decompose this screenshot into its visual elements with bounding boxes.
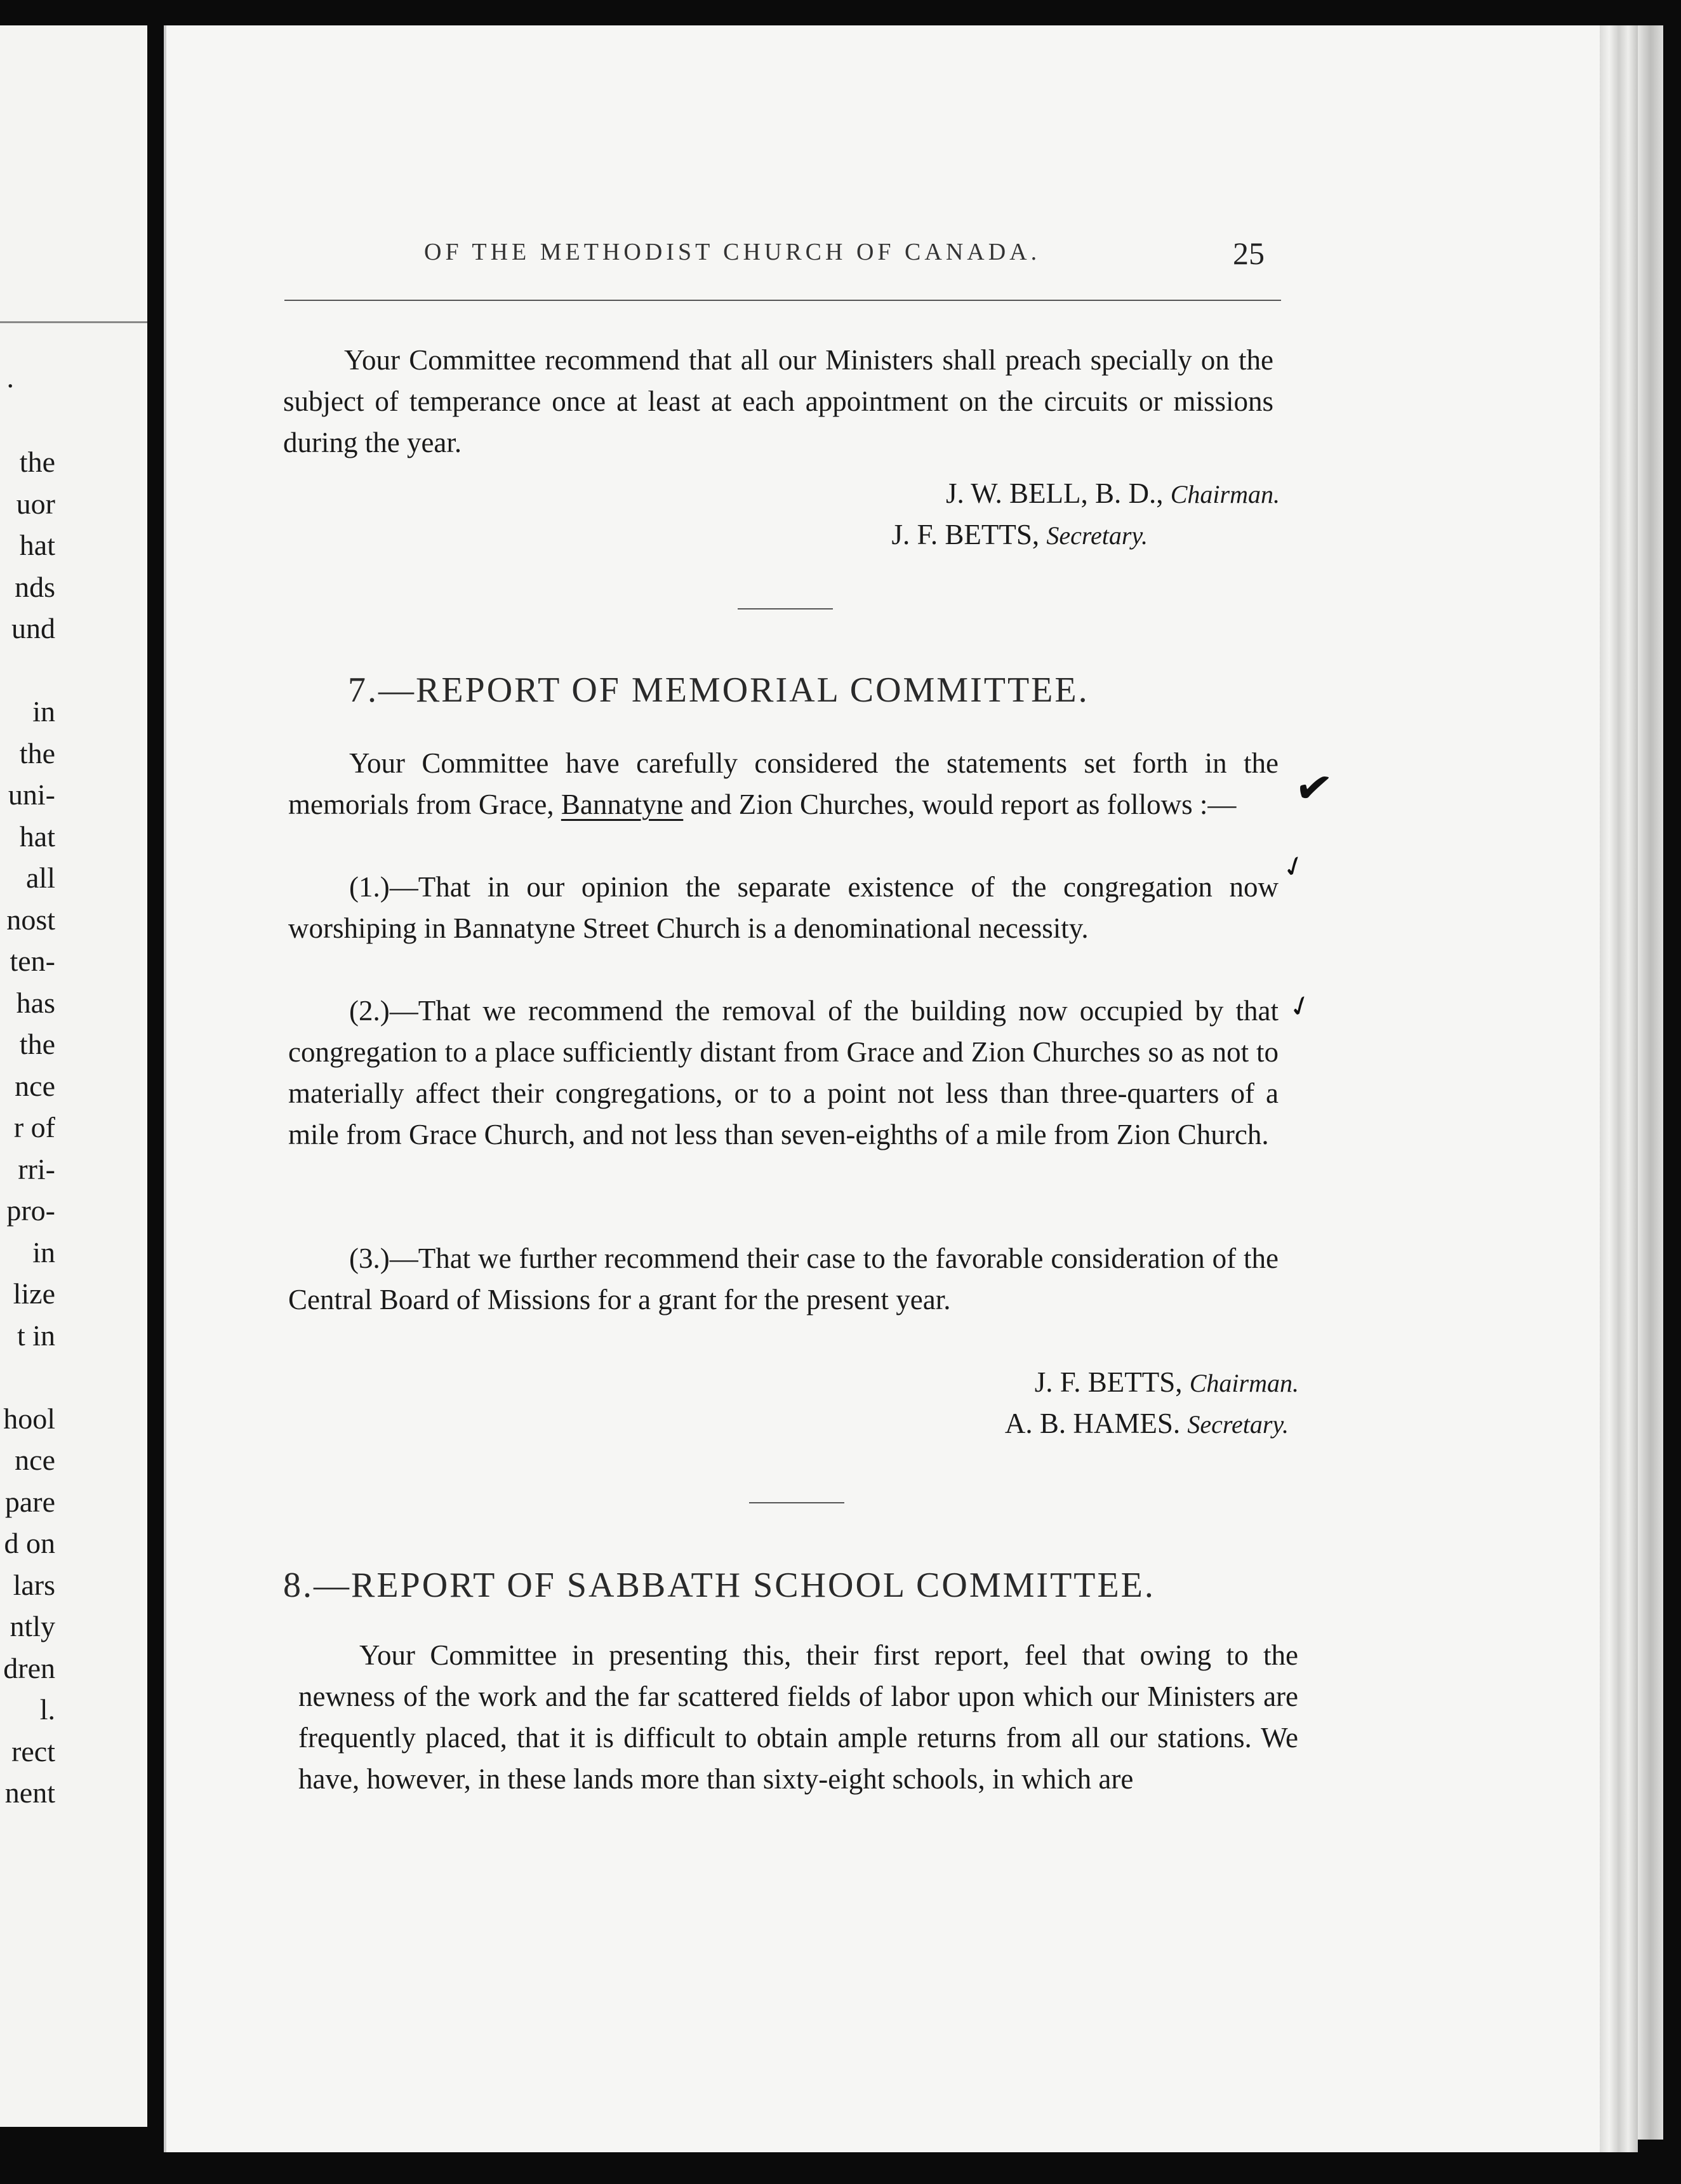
left-page-fragment — [3, 649, 55, 691]
section7-item-3: (3.)—That we further recommend their case to the favorable consideration of the Central Board of Missions for a grant for the present year. — [288, 1242, 1279, 1315]
handwritten-tick-icon: ✓ — [1284, 987, 1317, 1026]
left-page-fragment: dren — [3, 1651, 55, 1684]
section7-heading: 7.—REPORT OF MEMORIAL COMMITTEE. — [348, 670, 1089, 710]
left-page-fragment: nds — [15, 570, 55, 603]
section7-item-1: (1.)—That in our opinion the separate existence of the congregation now worshiping in Bannatyne Street Church is a denominational necessity. — [288, 871, 1279, 944]
left-page-fragment: hat — [19, 820, 55, 853]
signature-name: J. W. BELL, B. D., — [945, 477, 1164, 509]
left-page-fragment: pro- — [6, 1194, 55, 1227]
left-page-fragment: lars — [13, 1568, 55, 1601]
left-page-fragment: rri- — [18, 1152, 55, 1185]
signature-name: A. B. HAMES. — [1004, 1408, 1181, 1439]
left-page-fragment: in — [32, 1235, 55, 1268]
left-page-fragment: has — [16, 986, 55, 1019]
left-page-fragment: nent — [4, 1776, 55, 1809]
left-page-fragment: r of — [13, 1111, 55, 1143]
section7-intro — [288, 743, 1279, 825]
left-page-fragment: t in — [17, 1319, 55, 1352]
intro-text: Your Committee have carefully considered the statements set forth in the memorials from Grace, — [288, 747, 1279, 820]
left-page-fragment: the — [19, 446, 55, 478]
section8-paragraph: Your Committee in presenting this, their first report, feel that owing to the newness of the work and the far scattered fields of labor upon which our Ministers are frequently placed, that it is difficult to obtain ample returns from all our stations. We have, however, in these lands more than sixty-eight schools, in which are — [298, 1639, 1298, 1795]
section6-signature-secretary — [891, 514, 1148, 556]
running-head: OF THE METHODIST CHURCH OF CANADA. — [424, 239, 1041, 265]
book-gutter — [147, 25, 164, 2127]
left-page-fragment: nce — [15, 1069, 55, 1102]
section-divider — [749, 1502, 844, 1503]
intro-text-end: and Zion Churches, would report as follows :— — [683, 789, 1237, 820]
left-page-fragment: d on — [4, 1527, 55, 1559]
facing-page-left — [0, 25, 147, 2127]
left-page-mark: . — [6, 361, 14, 394]
left-page-rule — [0, 321, 147, 323]
section6-paragraph: Your Committee recommend that all our Ministers shall preach specially on the subject of temperance once at least at each appointment on the circuits or missions during the year. — [283, 344, 1273, 458]
signature-role: Secretary. — [1046, 521, 1148, 550]
left-page-fragment: nost — [6, 903, 55, 936]
handwritten-tick-icon: ✓ — [1277, 848, 1311, 886]
section6-signature-chairman — [946, 473, 1280, 515]
section7-signature-secretary — [1005, 1403, 1289, 1445]
signature-role: Chairman. — [1170, 480, 1280, 509]
left-page-fragment: lize — [13, 1277, 55, 1310]
header-rule — [284, 300, 1281, 301]
left-page-fragment: uni- — [8, 778, 55, 811]
underlined-word: Bannatyne — [561, 789, 684, 820]
section-divider — [738, 608, 833, 609]
left-page-fragment: ten- — [10, 945, 55, 977]
left-page-fragment — [3, 1356, 55, 1398]
left-page-fragment: all — [26, 862, 55, 894]
left-page-fragment: hat — [19, 529, 55, 561]
page-edge — [1600, 25, 1638, 2152]
section7-item-2: (2.)—That we recommend the removal of the building now occupied by that congregation to a place sufficiently distant from Grace and Zion Churches so as not to materially affect their congregations, or to a point not less than three-quarters of a mile from Grace Church, and not less than seven-eighths of a mile from Zion Church. — [288, 995, 1279, 1150]
page-number: 25 — [1233, 236, 1265, 271]
signature-role: Secretary. — [1187, 1410, 1289, 1439]
left-page-fragment: in — [32, 695, 55, 728]
left-page-fragment: hool — [3, 1402, 55, 1435]
handwritten-check-icon: ✔ — [1291, 759, 1336, 816]
left-page-fragment: nce — [15, 1444, 55, 1476]
section8-heading: 8.—REPORT OF SABBATH SCHOOL COMMITTEE. — [283, 1566, 1155, 1605]
left-page-fragments — [3, 441, 55, 1814]
left-page-fragment: ntly — [10, 1610, 55, 1642]
signature-role: Chairman. — [1189, 1369, 1299, 1397]
left-page-fragment: the — [19, 1028, 55, 1060]
left-page-fragment: rect — [11, 1735, 55, 1768]
left-page-fragment: the — [19, 736, 55, 769]
page-edge-shadow — [1638, 25, 1663, 2140]
left-page-fragment: uor — [16, 487, 55, 520]
left-page-fragment: und — [11, 612, 55, 644]
left-page-fragment: pare — [4, 1485, 55, 1518]
section7-signature-chairman — [1035, 1362, 1299, 1404]
signature-name: J. F. BETTS, — [891, 519, 1040, 550]
left-page-fragment: l. — [39, 1693, 55, 1726]
signature-name: J. F. BETTS, — [1034, 1366, 1183, 1398]
